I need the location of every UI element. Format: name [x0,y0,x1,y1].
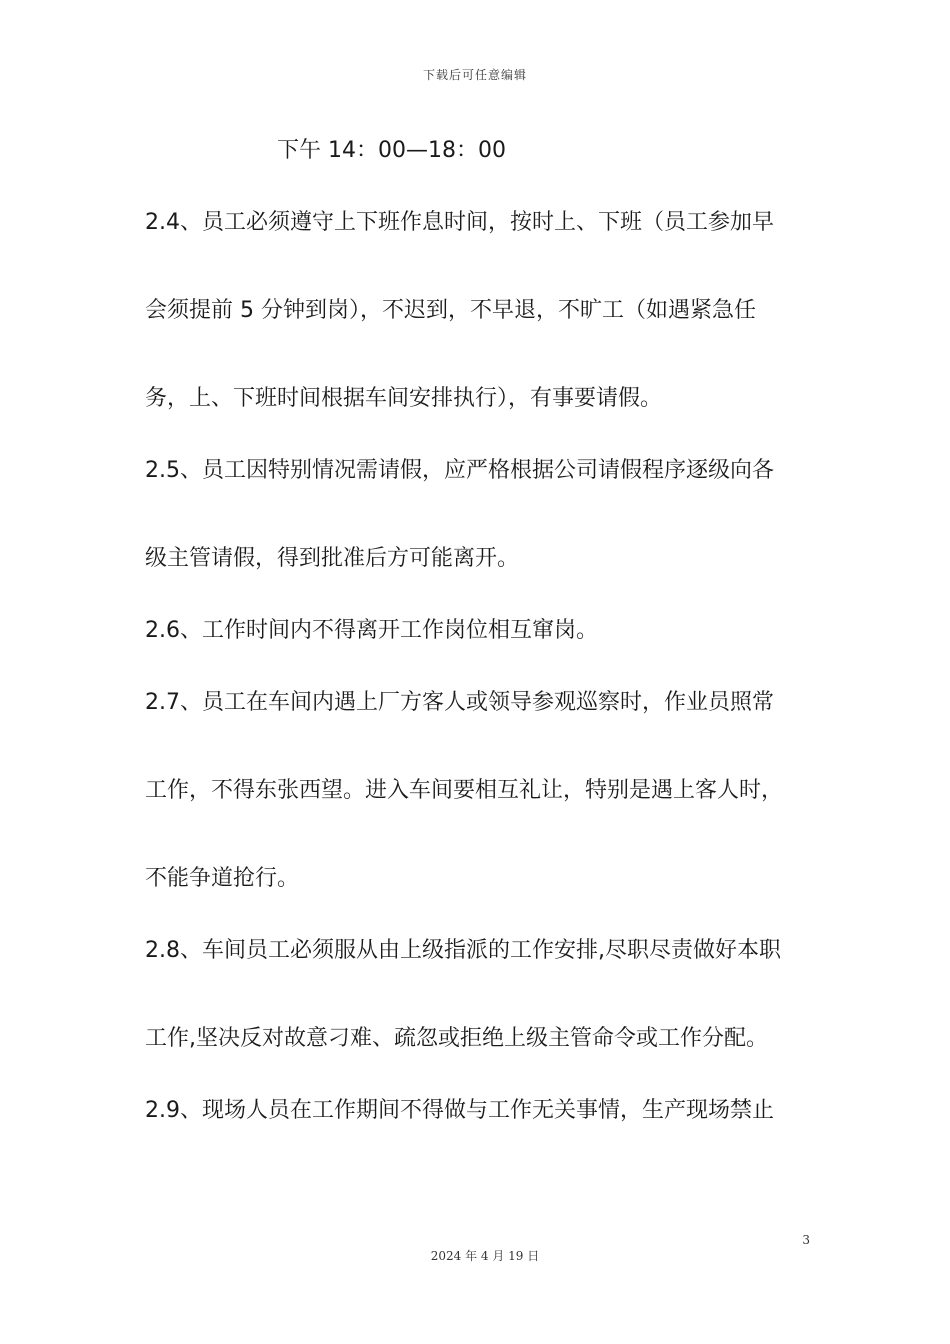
body-text-line: 工作，不得东张西望。进入车间要相互礼让，特别是遇上客人时， [145,778,784,803]
body-text-line: 2.5、员工因特别情况需请假，应严格根据公司请假程序逐级向各 [145,458,774,483]
page-header-note: 下载后可任意编辑 [422,68,527,82]
page-footer-date: 2024 年 4 月 19 日 [430,1249,540,1263]
body-text-line: 工作,坚决反对故意刁难、疏忽或拒绝上级主管命令或工作分配。 [145,1026,768,1051]
schedule-afternoon-line: 下午 14：00—18：00 [277,138,506,163]
body-text-line: 级主管请假，得到批准后方可能离开。 [145,546,520,571]
body-text-line: 会须提前 5 分钟到岗），不迟到，不早退，不旷工（如遇紧急任 [145,298,756,323]
body-text-line: 2.9、现场人员在工作期间不得做与工作无关事情，生产现场禁止 [145,1098,774,1123]
body-text-line: 2.6、工作时间内不得离开工作岗位相互窜岗。 [145,618,598,643]
body-text-line: 2.8、车间员工必须服从由上级指派的工作安排,尽职尽责做好本职 [145,938,781,963]
page-number: 3 [802,1233,810,1247]
body-text-line: 2.7、员工在车间内遇上厂方客人或领导参观巡察时，作业员照常 [145,690,774,715]
body-text-line: 不能争道抢行。 [145,866,300,891]
body-text-line: 2.4、员工必须遵守上下班作息时间，按时上、下班（员工参加早 [145,210,774,235]
body-text-line: 务，上、下班时间根据车间安排执行），有事要请假。 [145,386,663,411]
